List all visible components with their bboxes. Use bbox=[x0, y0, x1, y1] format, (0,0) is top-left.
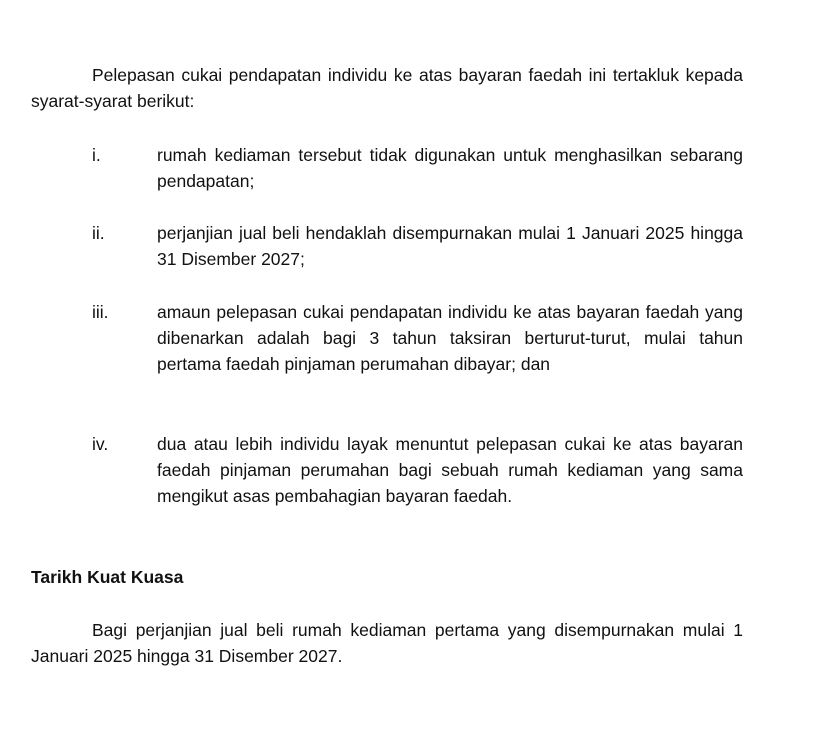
condition-number: iii. bbox=[92, 302, 109, 322]
effective-date-paragraph: Bagi perjanjian jual beli rumah kediaman pertama yang disempurnakan mulai 1 Januari 2025 hingga 31 Disember 2027. bbox=[31, 620, 743, 666]
condition-text: perjanjian jual beli hendaklah disempurnakan mulai 1 Januari 2025 hingga 31 Disember 2027; bbox=[157, 223, 743, 269]
condition-text: rumah kediaman tersebut tidak digunakan untuk menghasilkan sebarang pendapatan; bbox=[157, 145, 743, 191]
condition-number: i. bbox=[92, 145, 101, 165]
condition-item bbox=[92, 299, 743, 377]
condition-number: iv. bbox=[92, 434, 109, 454]
intro-paragraph: Pelepasan cukai pendapatan individu ke atas bayaran faedah ini tertakluk kepada syarat-syarat berikut: bbox=[31, 65, 743, 111]
condition-number: ii. bbox=[92, 223, 105, 243]
effective-date-heading: Tarikh Kuat Kuasa bbox=[31, 567, 184, 587]
condition-item bbox=[92, 431, 743, 509]
condition-item bbox=[92, 142, 743, 194]
condition-text: amaun pelepasan cukai pendapatan individu ke atas bayaran faedah yang dibenarkan adalah bagi 3 tahun taksiran berturut-turut, mulai tahun pertama faedah pinjaman perumahan dibayar; dan bbox=[157, 302, 743, 374]
condition-text: dua atau lebih individu layak menuntut pelepasan cukai ke atas bayaran faedah pinjaman perumahan bagi sebuah rumah kediaman yang sama mengikut asas pembahagian bayaran faedah. bbox=[157, 434, 743, 506]
condition-item bbox=[92, 220, 743, 272]
